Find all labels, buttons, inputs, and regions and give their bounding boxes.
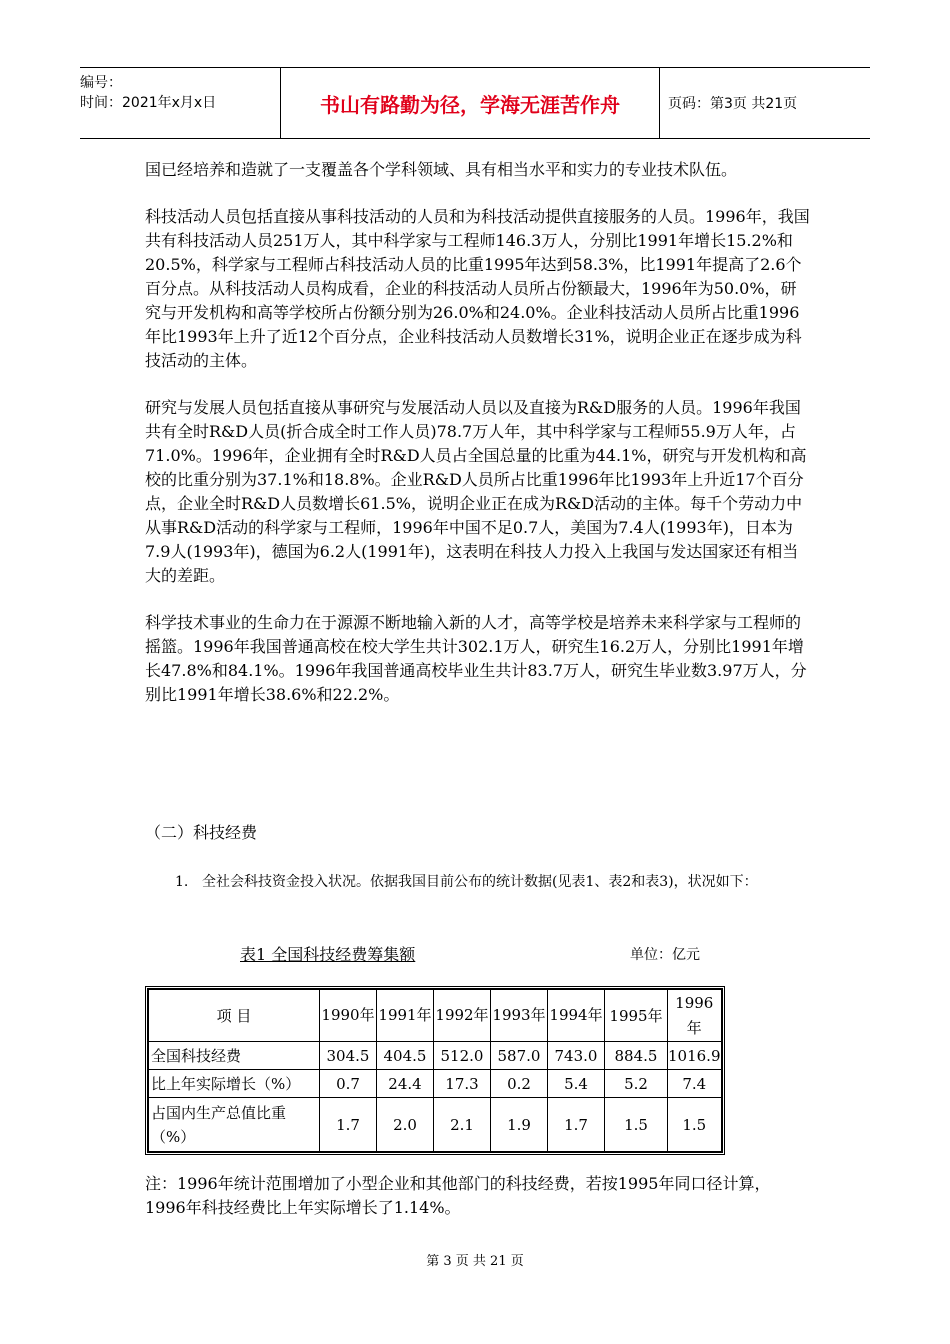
table-cell: 404.5	[377, 1042, 434, 1070]
table-cell: 304.5	[320, 1042, 377, 1070]
year-cell: 1996年	[668, 990, 722, 1042]
table-row	[149, 1098, 722, 1152]
table-cell: 1.9	[491, 1098, 548, 1152]
table-cell: 0.7	[320, 1070, 377, 1098]
table-cell: 884.5	[605, 1042, 668, 1070]
table-cell: 1.7	[548, 1098, 605, 1152]
year-cell: 1995年	[605, 990, 668, 1042]
table-cell: 17.3	[434, 1070, 491, 1098]
year-cell: 1994年	[548, 990, 605, 1042]
header-page-info: 页码：第3页 共21页	[668, 96, 798, 112]
paragraph: 科学技术事业的生命力在于源源不断地输入新的人才，高等学校是培养未来科学家与工程师的摇篮。1996年我国普通高校在校大学生共计302.1万人，研究生16.2万人，分别比1991年增长47.8%和84.1%。1996年我国普通高校毕业生共计83.7万人，研究生毕业数3.97万人，分别比1991年增长38.6%和22.2%。	[145, 613, 807, 704]
table-row	[149, 1042, 722, 1070]
page-header	[80, 67, 870, 139]
header-cell: 项 目	[149, 990, 320, 1042]
table-cell: 512.0	[434, 1042, 491, 1070]
year-cell: 1992年	[434, 990, 491, 1042]
paragraph: 研究与发展人员包括直接从事研究与发展活动人员以及直接为R&D服务的人员。1996年我国共有全时R&D人员(折合成全时工作人员)78.7万人年，其中科学家与工程师55.9万人年，占71.0%。1996年，企业拥有全时R&D人员占全国总量的比重为44.1%，研究与开发机构和高校的比重分别为37.1%和18.8%。企业R&D人员所占比重1996年比1993年上升近17个百分点，企业全时R&D人员数增长61.5%，说明企业正在成为R&D活动的主体。每千个劳动力中从事R&D活动的科学家与工程师，1996年中国不足0.7人，美国为7.4人(1993年)，日本为7.9人(1993年)，德国为6.2人(1991年)，这表明在科技人力投入上我国与发达国家还有相当大的差距。	[145, 398, 807, 585]
table-cell: 1.5	[668, 1098, 722, 1152]
list-item-text: 全社会科技资金投入状况。依据我国目前公布的统计数据(见表1、表2和表3)，状况如下：	[202, 874, 758, 890]
table-cell: 743.0	[548, 1042, 605, 1070]
paragraph: 国已经培养和造就了一支覆盖各个学科领域、具有相当水平和实力的专业技术队伍。	[145, 160, 738, 179]
table-header-row	[149, 990, 722, 1042]
year-cell: 1993年	[491, 990, 548, 1042]
table-unit: 单位：亿元	[630, 947, 700, 963]
funding-table	[145, 986, 725, 1155]
row-label: 比上年实际增长（%）	[149, 1070, 320, 1098]
table-note: 注：1996年统计范围增加了小型企业和其他部门的科技经费，若按1995年同口径计算，1996年科技经费比上年实际增长了1.14%。	[145, 1174, 771, 1217]
row-label: 占国内生产总值比重（%）	[149, 1098, 320, 1152]
table-cell: 1.5	[605, 1098, 668, 1152]
section-heading: （二）科技经费	[145, 823, 258, 842]
row-label: 全国科技经费	[149, 1042, 320, 1070]
header-meta	[80, 68, 280, 138]
paragraph: 科技活动人员包括直接从事科技活动的人员和为科技活动提供直接服务的人员。1996年，我国共有科技活动人员251万人，其中科学家与工程师146.3万人，分别比1991年增长15.2%和20.5%，科学家与工程师占科技活动人员的比重1995年达到58.3%，比1991年提高了2.6个百分点。从科技活动人员构成看，企业的科技活动人员所占份额最大，1996年为50.0%，研究与开发机构和高等学校所占份额分别为26.0%和24.0%。企业科技活动人员所占比重1996年比1993年上升了近12个百分点，企业科技活动人员数增长31%，说明企业正在逐步成为科技活动的主体。	[145, 207, 810, 370]
table-cell: 7.4	[668, 1070, 722, 1098]
page-footer: 第 3 页 共 21 页	[426, 1254, 524, 1269]
table-cell: 2.0	[377, 1098, 434, 1152]
list-item	[175, 870, 815, 894]
number-label: 编号：	[80, 75, 122, 91]
list-item-number: 1.	[175, 874, 189, 890]
table-cell: 1016.9	[668, 1042, 722, 1070]
table-cell: 5.4	[548, 1070, 605, 1098]
table-cell: 5.2	[605, 1070, 668, 1098]
table-cell: 1.7	[320, 1098, 377, 1152]
year-cell: 1990年	[320, 990, 377, 1042]
header-motto: 书山有路勤为径，学海无涯苦作舟	[280, 68, 660, 138]
table-row	[149, 1070, 722, 1098]
table-cell: 2.1	[434, 1098, 491, 1152]
table-caption: 表1 全国科技经费筹集额	[240, 945, 416, 964]
table-cell: 587.0	[491, 1042, 548, 1070]
year-cell: 1991年	[377, 990, 434, 1042]
table-cell: 0.2	[491, 1070, 548, 1098]
time-label: 时间：2021年x月x日	[80, 95, 217, 111]
table-cell: 24.4	[377, 1070, 434, 1098]
body-text	[145, 158, 810, 730]
